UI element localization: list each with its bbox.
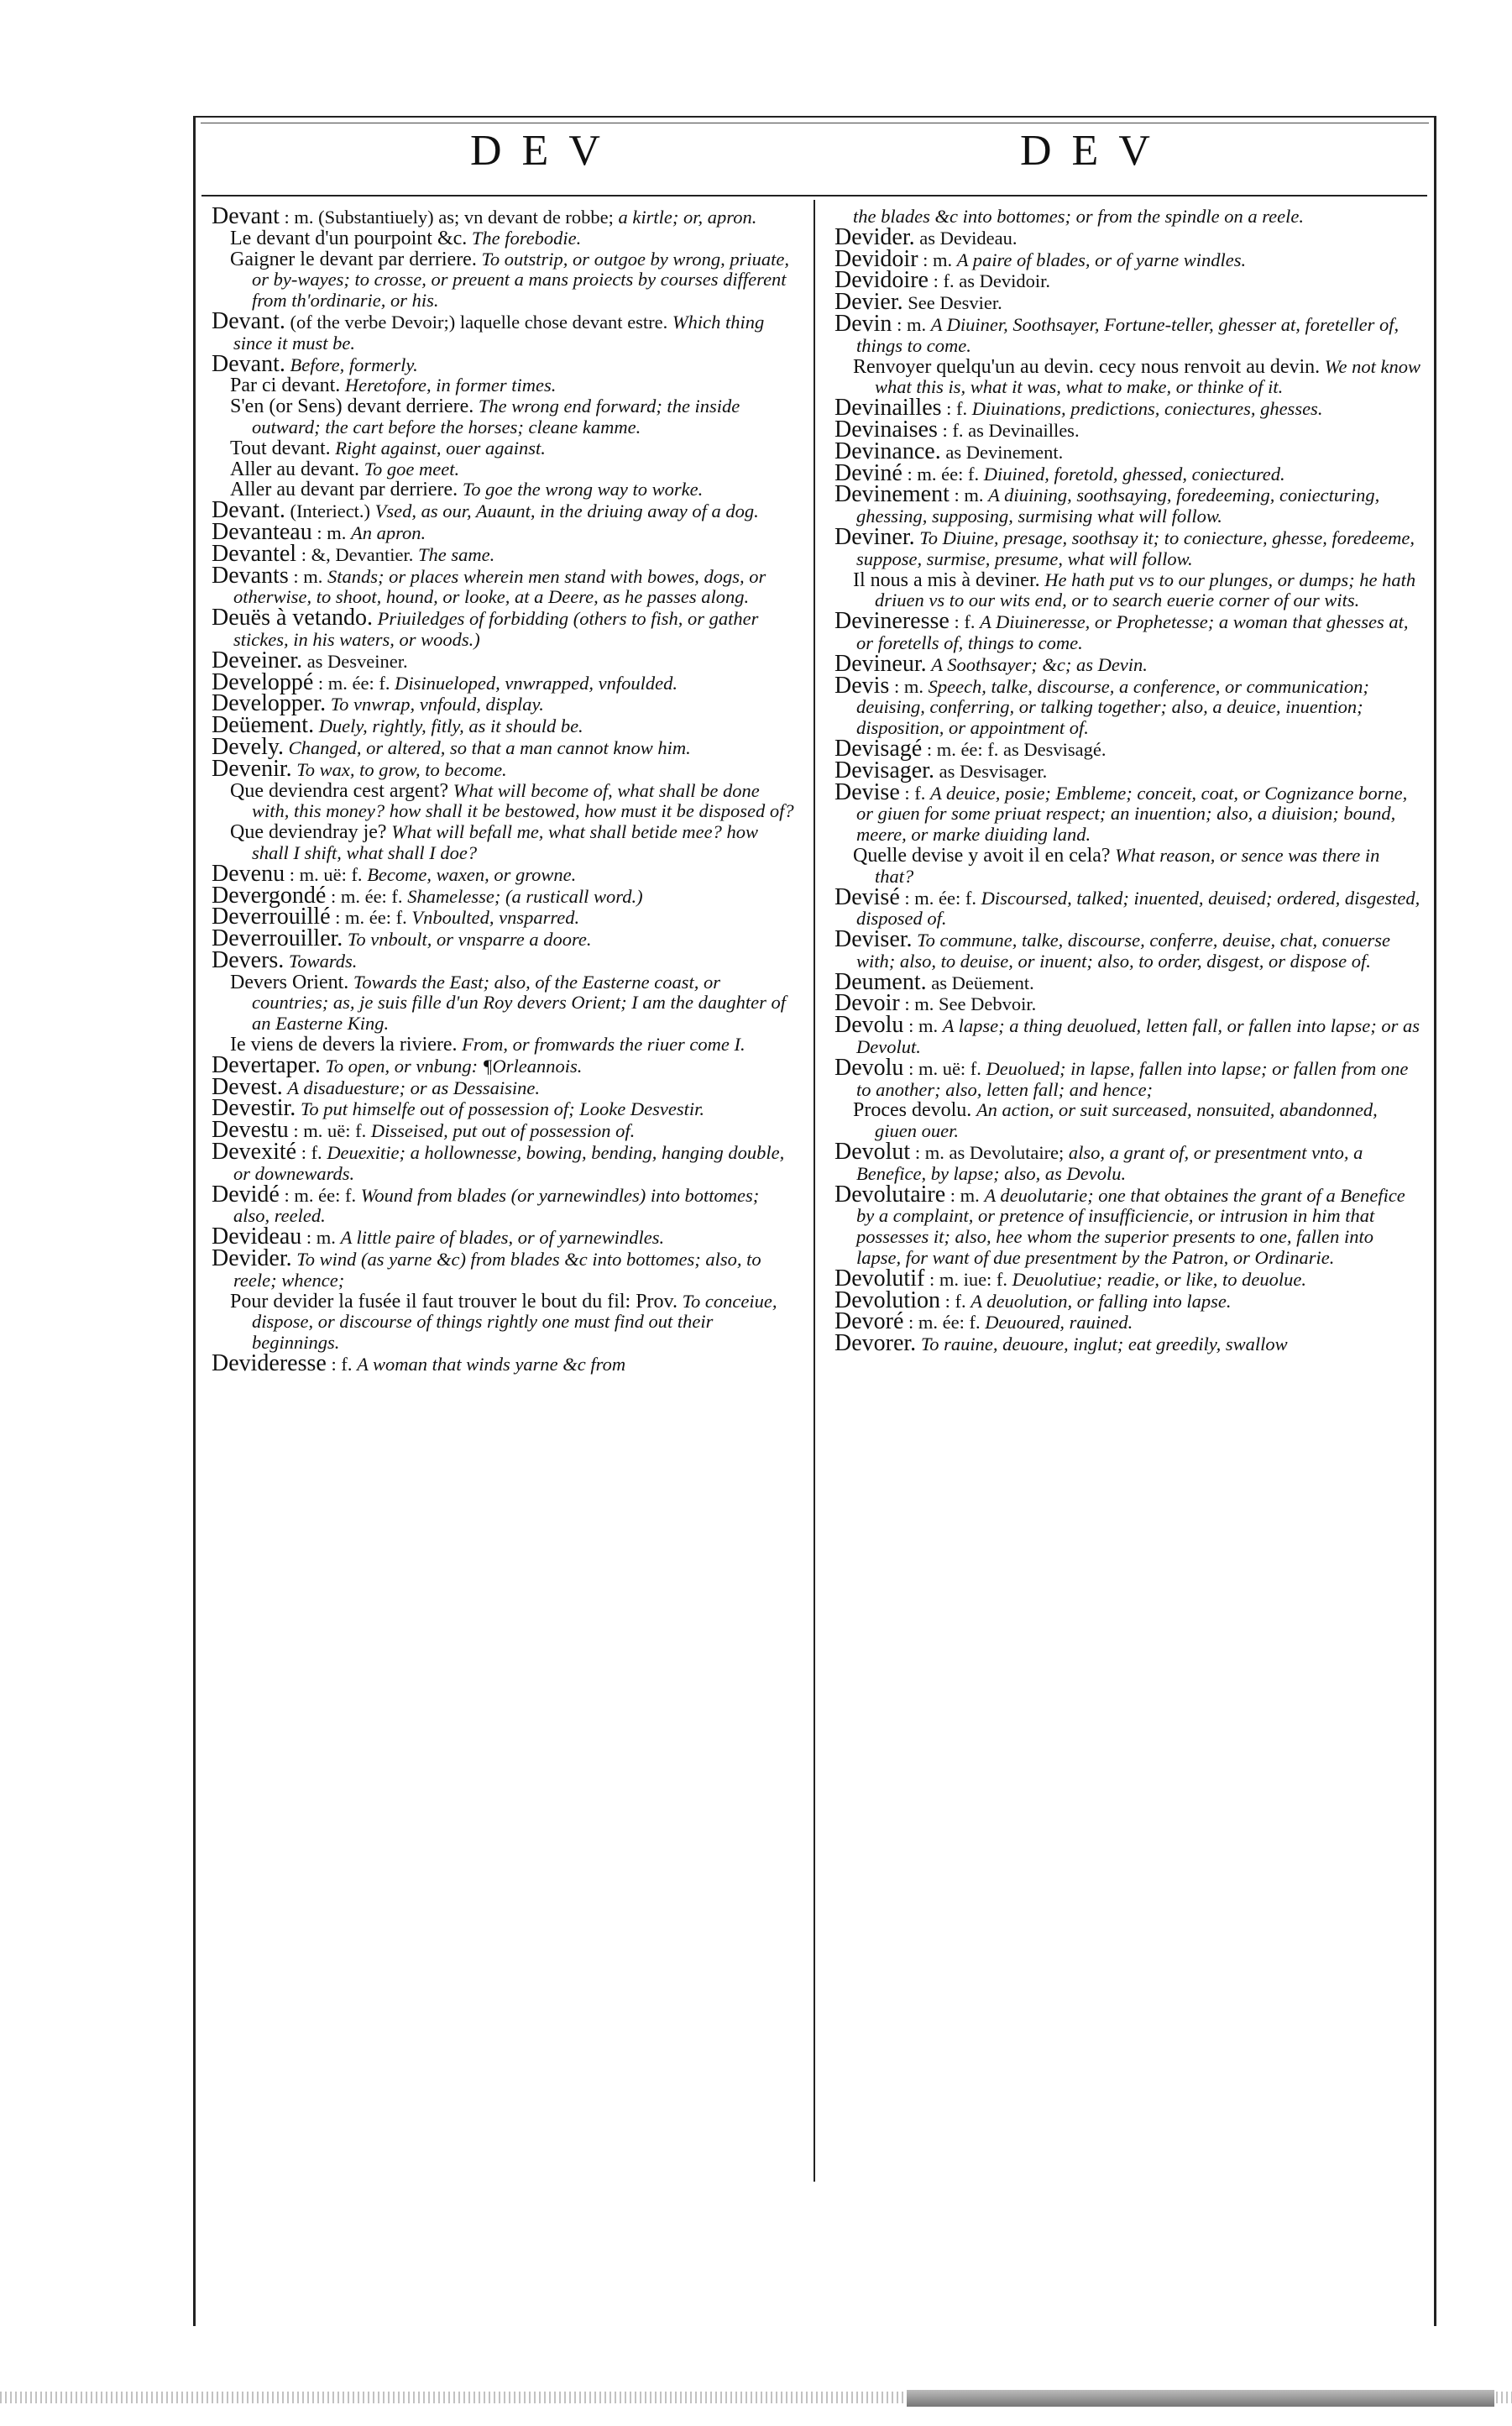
- dictionary-entry: [212, 733, 799, 760]
- sub-entry: [834, 357, 1422, 399]
- definition: Vnboulted, vnsparred.: [411, 907, 580, 929]
- headword: Devisagé: [834, 735, 923, 762]
- headword: Aller au devant par derriere.: [230, 479, 458, 501]
- dictionary-entry: [834, 650, 1422, 677]
- headword: Devisé: [834, 883, 900, 910]
- dictionary-entry: [834, 289, 1422, 316]
- grammar: : m. as Devolutaire;: [914, 1142, 1065, 1164]
- dictionary-entry: [212, 1223, 799, 1250]
- definition: A deuolutarie; one that obtaines the grant of a Benefice by a complaint, or pretence of insufficiencie, or intrusion in him that possesses it; also, hee whom the superior presents to one, fallen into lapse, for want of due presentment by the Patron, or Ordinarie.: [856, 1184, 1405, 1269]
- definition: The forebodie.: [471, 227, 582, 249]
- sub-entry: [834, 846, 1422, 888]
- sub-entry: [834, 1100, 1422, 1142]
- headword: Devexité: [212, 1139, 297, 1166]
- dictionary-entry: [834, 1139, 1422, 1185]
- headword: Il nous a mis à deviner.: [853, 569, 1040, 591]
- dictionary-entry: [212, 1139, 799, 1185]
- dictionary-entry: [212, 1095, 799, 1122]
- dictionary-entry: [212, 605, 799, 651]
- definition: The same.: [418, 543, 495, 565]
- grammar: (Interiect.): [290, 500, 371, 522]
- headword: Devinailles: [834, 395, 942, 422]
- definition: To goe the wrong way to worke.: [462, 479, 704, 500]
- sub-entry: [212, 228, 799, 249]
- definition: Deuoured, rauined.: [985, 1312, 1133, 1334]
- headword: Proces devolu.: [853, 1099, 972, 1122]
- sub-entry: [834, 207, 1422, 228]
- dictionary-entry: [834, 1308, 1422, 1335]
- definition: Become, waxen, or growne.: [367, 863, 577, 885]
- headword: Devenu: [212, 860, 285, 887]
- headword: Renvoyer quelqu'un au devin. cecy nous renvoit au devin.: [853, 355, 1321, 378]
- headword: Deüement.: [212, 712, 315, 739]
- grammar: : m. ée: f. as Desvisagé.: [926, 738, 1107, 760]
- definition: A disaduesture; or as Dessaisine.: [287, 1077, 541, 1098]
- dictionary-entry: [834, 778, 1422, 846]
- grammar: : &, Devantier.: [301, 543, 414, 565]
- grammar: : m. ée: f.: [330, 885, 403, 907]
- headword: Devidoire: [834, 267, 929, 294]
- headword: Devideresse: [212, 1350, 327, 1377]
- headword: Devertaper.: [212, 1051, 321, 1078]
- grammar: as Desvisager.: [939, 760, 1048, 782]
- headword: Devoré: [834, 1308, 904, 1335]
- dictionary-entry: [212, 1117, 799, 1144]
- grammar: : f.: [904, 782, 926, 804]
- headword: Devis: [834, 672, 890, 699]
- dictionary-entry: [834, 267, 1422, 294]
- dictionary-entry: [834, 1054, 1422, 1101]
- dictionary-entry: [212, 540, 799, 567]
- headword: Deument.: [834, 968, 927, 995]
- headword: Gaigner le devant par derriere.: [230, 248, 477, 270]
- definition: What reason, or sence was there in that?: [875, 844, 1380, 887]
- headword: Pour devider la fusée il faut trouver le bout du fil: Prov.: [230, 1290, 678, 1313]
- definition: The wrong end forward; the inside outward; the cart before the horses; cleane kamme.: [252, 396, 740, 438]
- definition: To wax, to grow, to become.: [296, 758, 507, 780]
- headword: Devers Orient.: [230, 971, 349, 993]
- definition: What will become of, what shall be done with, this money? how shall it be bestowed, how must it be disposed of?: [252, 779, 794, 822]
- definition: To wind (as yarne &c) from blades &c into bottomes; also, to reele; whence;: [233, 1249, 761, 1291]
- grammar: : m. uë: f.: [908, 1057, 981, 1079]
- right-column: [834, 207, 1422, 1355]
- headword: Devenir.: [212, 755, 292, 782]
- grammar: : m. ée: f.: [904, 887, 976, 909]
- headword: Devorer.: [834, 1330, 917, 1357]
- sub-entry: [212, 781, 799, 823]
- headword: Deveiner.: [212, 647, 303, 673]
- headword: S'en (or Sens) devant derriere.: [230, 396, 474, 418]
- sub-entry: [212, 479, 799, 500]
- grammar: : m. ée: f.: [317, 672, 390, 694]
- sub-entry: [212, 1292, 799, 1354]
- headword: Que deviendray je?: [230, 821, 387, 844]
- definition: To outstrip, or outgoe by wrong, priuate, or by-wayes; to crosse, or preuent a mans proiects by courses different from th'ordinarie, or his.: [252, 248, 789, 312]
- headword: Ie viens de devers la riviere.: [230, 1034, 458, 1056]
- definition: Shamelesse; (a rusticall word.): [407, 885, 643, 907]
- definition: From, or fromwards the riuer come I.: [462, 1034, 746, 1056]
- grammar: : m.: [923, 249, 953, 270]
- headword: Que deviendra cest argent?: [230, 779, 449, 802]
- definition: Wound from blades (or yarnewindles) into bottomes; also, reeled.: [233, 1184, 760, 1227]
- left-column: [212, 203, 799, 1377]
- dictionary-entry: [212, 946, 799, 973]
- headword: Developpé: [212, 668, 314, 695]
- sub-entry: [212, 972, 799, 1035]
- grammar: : m.: [897, 313, 927, 335]
- grammar: : m. uë: f.: [293, 1120, 367, 1142]
- headword: Devider.: [212, 1245, 292, 1272]
- grammar: : f.: [944, 1290, 966, 1312]
- grammar: : m. ée: f.: [907, 463, 980, 485]
- headword: Devely.: [212, 733, 285, 760]
- grammar: : f.: [331, 1354, 353, 1375]
- header-rule: [201, 195, 1427, 196]
- dictionary-entry: [212, 1245, 799, 1292]
- definition: To put himselfe out of possession of; Looke Desvestir.: [300, 1098, 704, 1120]
- grammar: : m. See Debvoir.: [904, 993, 1037, 1015]
- definition: A deuice, posie; Embleme; conceit, coat, or Cognizance borne, or giuen for some priuat respect; an inuention; also, a diuision; bound, meere, or marke diuiding land.: [856, 782, 1408, 846]
- dictionary-entry: [834, 883, 1422, 930]
- definition: What will befall me, what shall betide mee? how shall I shift, what shall I doe?: [252, 821, 759, 863]
- definition: Stands; or places wherein men stand with bowes, dogs, or otherwise, to shoot, hound, or looke, at a Deere, as he passes along.: [233, 565, 766, 608]
- definition: An apron.: [350, 521, 426, 543]
- headword: Tout devant.: [230, 437, 331, 459]
- headword: Devanteau: [212, 518, 312, 545]
- definition: Speech, talke, discourse, a conference, or communication; deuising, conferring, or talking together; also, a deuice, inuention; disposition, or appointment of.: [856, 675, 1369, 739]
- definition: Deuolutiue; readie, or like, to deuolue.: [1012, 1268, 1306, 1290]
- headword: Devantel: [212, 540, 297, 567]
- headword: Devin: [834, 310, 892, 337]
- dictionary-entry: [834, 1330, 1422, 1357]
- headword: Deviné: [834, 459, 902, 486]
- definition: A deuolution, or falling into lapse.: [971, 1290, 1232, 1312]
- headword: Devant.: [212, 497, 285, 524]
- headword: Devolut: [834, 1139, 911, 1166]
- dictionary-entry: [834, 990, 1422, 1017]
- grammar: : m. iue: f.: [929, 1268, 1008, 1290]
- definition: Priuiledges of forbidding (others to fish, or gather stickes, in his waters, or woods.): [233, 608, 759, 650]
- grammar: : m.: [950, 1184, 980, 1206]
- definition: Before, formerly.: [290, 354, 418, 375]
- dictionary-entry: [212, 203, 799, 229]
- headword: Devideau: [212, 1223, 302, 1250]
- headword: Le devant d'un pourpoint &c.: [230, 227, 468, 249]
- definition: Heretofore, in former times.: [344, 375, 557, 396]
- dictionary-entry: [834, 438, 1422, 464]
- headword: Deverrouiller.: [212, 925, 343, 952]
- headword: Devergondé: [212, 882, 327, 909]
- grammar: : m. uë: f.: [289, 863, 363, 885]
- definition: A woman that winds yarne &c from: [357, 1354, 626, 1375]
- dictionary-entry: [212, 1350, 799, 1377]
- dictionary-entry: [834, 672, 1422, 739]
- grammar: : m.: [317, 521, 347, 543]
- definition: A diuining, soothsaying, foredeeming, coniecturing, ghessing, supposing, surmising what will follow.: [856, 485, 1380, 527]
- definition: Disinueloped, vnwrapped, vnfoulded.: [395, 672, 678, 694]
- dictionary-entry: [834, 1181, 1422, 1269]
- headword: Devider.: [834, 223, 915, 250]
- grammar: : f.: [954, 611, 976, 633]
- sub-entry: [212, 438, 799, 459]
- definition: Diuined, foretold, ghessed, coniectured.: [983, 463, 1285, 485]
- definition: A paire of blades, or of yarne windles.: [956, 249, 1247, 270]
- headword: Devinaises: [834, 416, 938, 443]
- definition: To commune, talke, discourse, conferre, deuise, chat, conuerse with; also, to deuise, or inuent; also, to order, disgest, or dispose of.: [856, 930, 1390, 972]
- grammar: : f.: [301, 1142, 322, 1164]
- headword: Devant.: [212, 307, 285, 334]
- headword: Devineresse: [834, 608, 950, 635]
- definition: A little paire of blades, or of yarnewindles.: [340, 1227, 665, 1249]
- headword: Devolu: [834, 1012, 904, 1039]
- definition: A Diuineresse, or Prophetesse; a woman that ghesses at, or foretells of, things to come.: [856, 611, 1409, 653]
- dictionary-entry: [212, 712, 799, 739]
- grammar: (of the verbe Devoir;) laquelle chose devant estre.: [290, 311, 668, 333]
- headword: Devoir: [834, 990, 900, 1017]
- dictionary-entry: [212, 1073, 799, 1100]
- dictionary-entry: [834, 310, 1422, 357]
- headword: Developper.: [212, 690, 327, 717]
- headword: Devidé: [212, 1181, 280, 1208]
- headword: Devest.: [212, 1073, 283, 1100]
- sub-entry: [212, 249, 799, 312]
- headword: Devants: [212, 562, 289, 589]
- dictionary-entry: [834, 757, 1422, 783]
- definition: A Diuiner, Soothsayer, Fortune-teller, ghesser at, foreteller of, things to come.: [856, 313, 1400, 356]
- definition: the blades &c into bottomes; or from the spindle on a reele.: [853, 206, 1305, 227]
- headword: Deviner.: [834, 523, 915, 550]
- dictionary-entry: [834, 481, 1422, 527]
- definition: A Soothsayer; &c; as Devin.: [931, 653, 1148, 675]
- headword: Devolution: [834, 1286, 940, 1313]
- running-header-left: DEV: [470, 127, 620, 175]
- definition: To Diuine, presage, soothsay it; to coniecture, ghesse, foredeeme, suppose, surmise, presume, what will follow.: [856, 527, 1415, 569]
- definition: To conceiue, dispose, or discourse of things rightly one must find out their beginnings.: [252, 1290, 777, 1354]
- headword: Devineur.: [834, 650, 927, 677]
- grammar: : m. ée: f.: [908, 1312, 981, 1334]
- headword: Devier.: [834, 289, 903, 316]
- grammar: as Devideau.: [919, 227, 1018, 249]
- definition: also, a grant of, or presentment vnto, a Benefice, by lapse; also, as Devolu.: [856, 1142, 1363, 1184]
- definition: To open, or vnbung: ¶Orleannois.: [325, 1055, 583, 1077]
- definition: To vnboult, or vnsparre a doore.: [347, 929, 592, 951]
- dictionary-entry: [834, 926, 1422, 972]
- headword: Deverrouillé: [212, 904, 331, 930]
- scan-ruler-bar: [907, 2390, 1494, 2407]
- sub-entry: [834, 570, 1422, 612]
- headword: Devestir.: [212, 1095, 296, 1122]
- definition: Disseised, put out of possession of.: [370, 1120, 636, 1142]
- headword: Devestu: [212, 1117, 289, 1144]
- definition: To vnwrap, vnfould, display.: [330, 694, 544, 715]
- headword: Devant: [212, 203, 280, 229]
- dictionary-entry: [212, 925, 799, 952]
- headword: Devant.: [212, 350, 285, 377]
- headword: Devinement: [834, 481, 950, 508]
- dictionary-entry: [212, 307, 799, 354]
- dictionary-entry: [212, 755, 799, 782]
- headword: Par ci devant.: [230, 375, 341, 397]
- grammar: : f. as Devidoir.: [933, 270, 1050, 292]
- headword: Devolutif: [834, 1265, 925, 1292]
- definition: Vsed, as our, Auaunt, in the driuing away of a dog.: [374, 500, 759, 522]
- dictionary-entry: [212, 350, 799, 377]
- running-header-right: DEV: [1020, 127, 1170, 175]
- definition: Towards.: [288, 950, 358, 972]
- sub-entry: [212, 375, 799, 396]
- sub-entry: [212, 459, 799, 480]
- dictionary-entry: [212, 562, 799, 609]
- grammar: : m. (Substantiuely) as; vn devant de robbe;: [284, 207, 614, 228]
- definition: Towards the East; also, of the Easterne coast, or countries; as, je suis fille d'un Roy devers Orient; I am the daughter of an Easterne King.: [252, 971, 786, 1035]
- definition: Changed, or altered, so that a man cannot know him.: [288, 736, 691, 758]
- headword: Devinance.: [834, 438, 941, 464]
- sub-entry: [212, 822, 799, 864]
- definition: He hath put vs to our plunges, or dumps; he hath driuen vs to our wits end, or to search euerie corner of our wits.: [875, 569, 1416, 611]
- definition: A lapse; a thing deuolued, letten fall, or fallen into lapse; or as Devolut.: [856, 1015, 1420, 1058]
- grammar: : m. ée: f.: [335, 907, 407, 929]
- grammar: : f.: [946, 398, 968, 420]
- headword: Aller au devant.: [230, 458, 359, 480]
- definition: Duely, rightly, fitly, as it should be.: [318, 715, 583, 737]
- dictionary-entry: [834, 1012, 1422, 1058]
- column-divider: [814, 200, 815, 2182]
- grammar: : m.: [954, 485, 984, 506]
- dictionary-entry: [834, 223, 1422, 250]
- headword: Devisager.: [834, 757, 934, 783]
- definition: An action, or suit surceased, nonsuited, abandonned, giuen ouer.: [875, 1099, 1378, 1142]
- dictionary-entry: [834, 968, 1422, 995]
- grammar: See Desvier.: [908, 292, 1002, 314]
- headword: Deviser.: [834, 926, 913, 953]
- definition: To rauine, deuoure, inglut; eat greedily, swallow: [920, 1334, 1288, 1355]
- definition: Diuinations, predictions, coniectures, ghesses.: [971, 398, 1323, 420]
- headword: Devolu: [834, 1054, 904, 1081]
- dictionary-entry: [834, 523, 1422, 570]
- definition: To goe meet.: [364, 458, 460, 479]
- grammar: : m.: [306, 1227, 336, 1249]
- definition: Right against, ouer against.: [335, 437, 546, 458]
- headword: Quelle devise y avoit il en cela?: [853, 844, 1111, 867]
- definition: Deuolued; in lapse, fallen into lapse; or fallen from one to another; also, letten fall; and hence;: [856, 1057, 1409, 1100]
- sub-entry: [212, 396, 799, 438]
- headword: Deuës à vetando.: [212, 605, 374, 631]
- dictionary-entry: [212, 1051, 799, 1078]
- grammar: as Desveiner.: [306, 650, 408, 672]
- dictionary-entry: [212, 518, 799, 545]
- grammar: as Deüement.: [931, 972, 1034, 993]
- dictionary-entry: [834, 1286, 1422, 1313]
- dictionary-entry: [834, 608, 1422, 654]
- grammar: : m.: [293, 565, 323, 587]
- headword: Devolutaire: [834, 1181, 946, 1208]
- headword: Devise: [834, 778, 900, 805]
- definition: We not know what this is, what it was, what to make, or thinke of it.: [875, 355, 1420, 398]
- dictionary-entry: [212, 1181, 799, 1228]
- definition: Which thing since it must be.: [233, 311, 765, 354]
- definition: Discoursed, talked; inuented, deuised; ordered, disgested, disposed of.: [856, 887, 1420, 930]
- grammar: : m. ée: f.: [284, 1184, 357, 1206]
- definition: a kirtle; or, apron.: [618, 207, 757, 228]
- grammar: as Devinement.: [945, 441, 1064, 463]
- grammar: : m.: [893, 675, 923, 697]
- headword: Devers.: [212, 946, 285, 973]
- headword: Devidoir: [834, 245, 918, 272]
- grammar: : m.: [908, 1015, 939, 1037]
- grammar: : f. as Devinailles.: [942, 419, 1080, 441]
- definition: Deuexitie; a hollownesse, bowing, bending, hanging double, or downewards.: [233, 1142, 785, 1184]
